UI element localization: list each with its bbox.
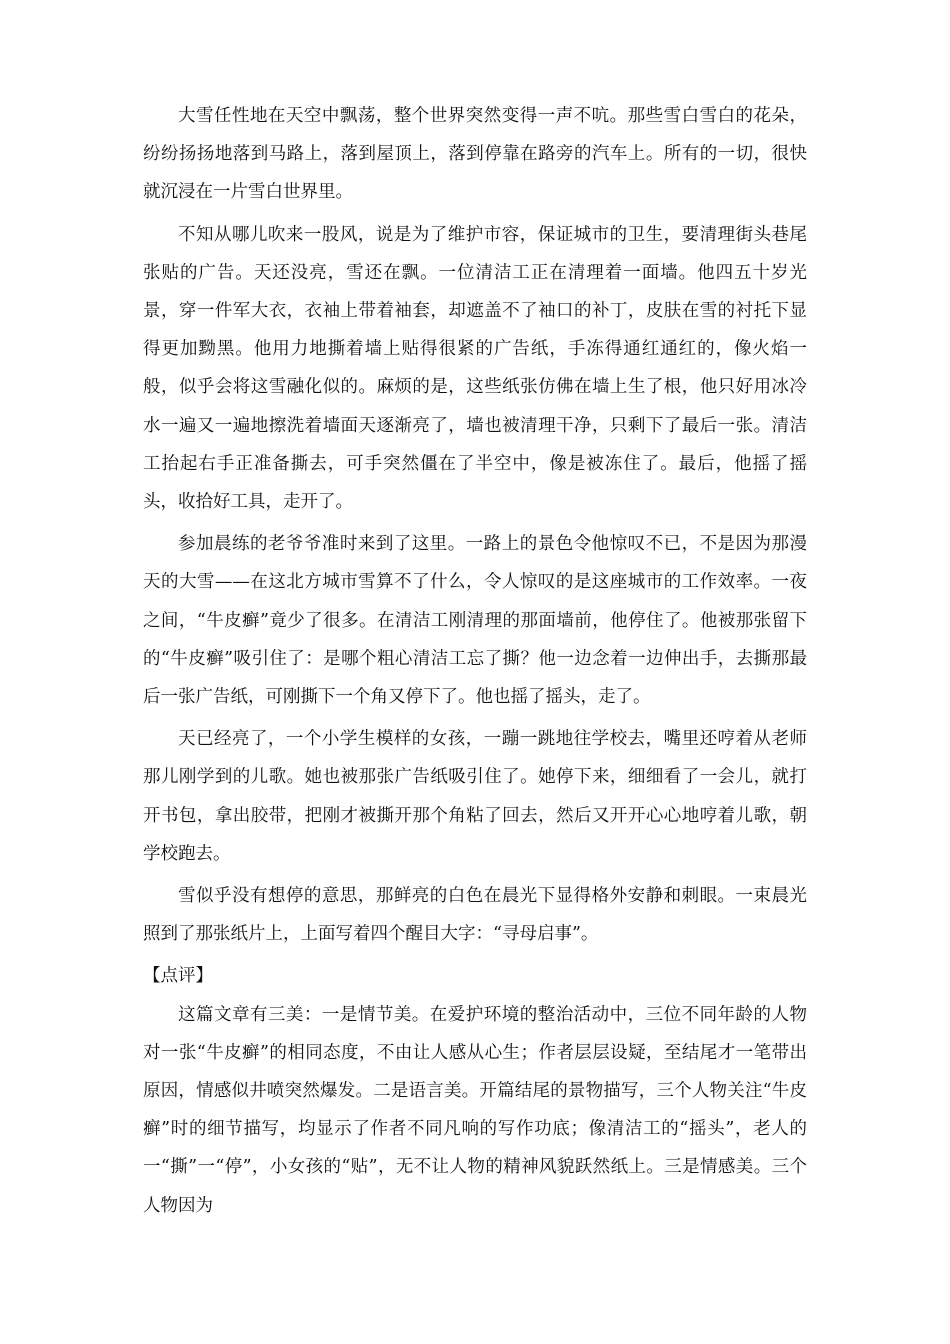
story-paragraph-3: 参加晨练的老爷爷准时来到了这里。一路上的景色令他惊叹不已，不是因为那漫天的大雪——在这北方城市雪算不了什么，令人惊叹的是这座城市的工作效率。一夜之间，“牛皮癣”竟少了很多。在清洁工刚清理的那面墙前，他停住了。他被那张留下的“牛皮癣”吸引住了：是哪个粗心清洁工忘了撕？他一边念着一边伸出手，去撕那最后一张广告纸，可刚撕下一个角又停下了。他也摇了摇头，走了。: [143, 534, 807, 708]
comment-heading: 【点评】: [143, 966, 213, 987]
story-paragraph-4: 天已经亮了，一个小学生模样的女孩，一蹦一跳地往学校去，嘴里还哼着从老师那儿刚学到的儿歌。她也被那张广告纸吸引住了。她停下来，细细看了一会儿，就打开书包，拿出胶带，把刚才被撕开那个角粘了回去，然后又开开心心地哼着儿歌，朝学校跑去。: [143, 729, 807, 864]
story-paragraph-1: 大雪任性地在天空中飘荡，整个世界突然变得一声不吭。那些雪白雪白的花朵，纷纷扬扬地落到马路上，落到屋顶上，落到停靠在路旁的汽车上。所有的一切，很快就沉浸在一片雪白世界里。: [143, 106, 807, 203]
story-paragraph-5: 雪似乎没有想停的意思，那鲜亮的白色在晨光下显得格外安静和刺眼。一束晨光照到了那张纸片上，上面写着四个醒目大字：“寻母启事”。: [143, 886, 807, 945]
comment-paragraph-1: 这篇文章有三美：一是情节美。在爱护环境的整治活动中，三位不同年龄的人物对一张“牛皮癣”的相同态度，不由让人感从心生；作者层层设疑，至结尾才一笔带出原因，情感似井喷突然爆发。二是语言美。开篇结尾的景物描写，三个人物关注“牛皮癣”时的细节描写，均显示了作者不同凡响的写作功底；像清洁工的“摇头”，老人的一“撕”一“停”，小女孩的“贴”，无不让人物的精神风貌跃然纸上。三是情感美。三个人物因为: [143, 1004, 807, 1216]
story-paragraph-2: 不知从哪儿吹来一股风，说是为了维护市容，保证城市的卫生，要清理街头巷尾张贴的广告。天还没亮，雪还在飘。一位清洁工正在清理着一面墙。他四五十岁光景，穿一件军大衣，衣袖上带着袖套，却遮盖不了袖口的补丁，皮肤在雪的衬托下显得更加黝黑。他用力地撕着墙上贴得很紧的广告纸，手冻得通红通红的，像火焰一般，似乎会将这雪融化似的。麻烦的是，这些纸张仿佛在墙上生了根，他只好用冰冷水一遍又一遍地擦洗着墙面天逐渐亮了，墙也被清理干净，只剩下了最后一张。清洁工抬起右手正准备撕去，可手突然僵在了半空中，像是被冻住了。最后，他摇了摇头，收拾好工具，走开了。: [143, 224, 807, 513]
document-body: [143, 97, 807, 1225]
